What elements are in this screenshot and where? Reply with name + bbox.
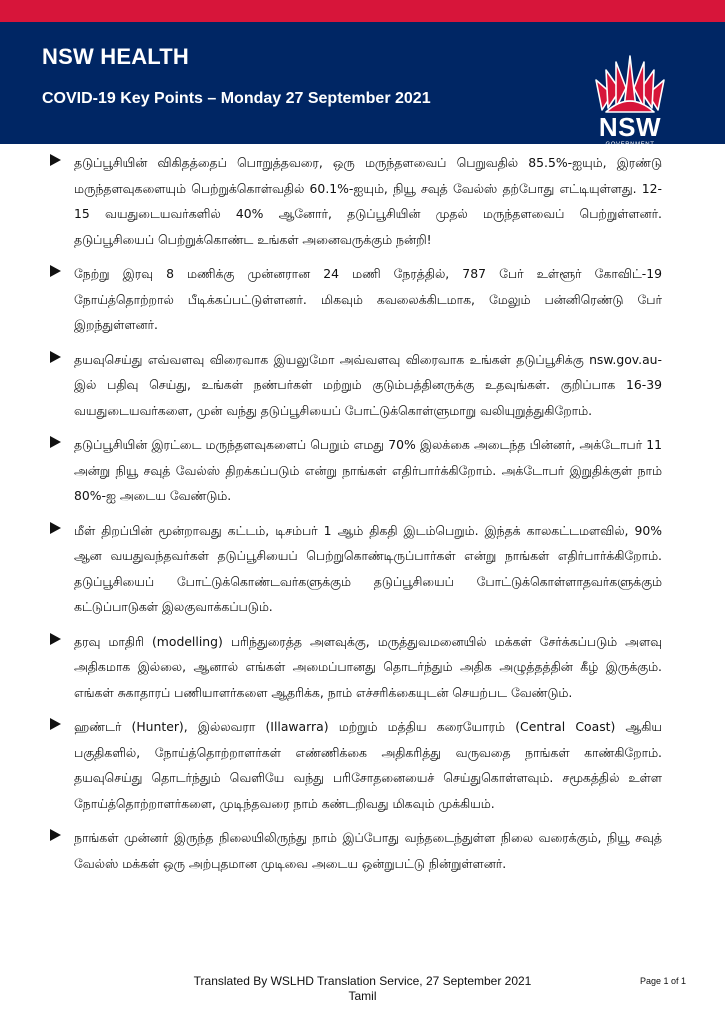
bullet-arrow-icon <box>50 265 61 277</box>
key-point-text: தயவுசெய்து எவ்வளவு விரைவாக இயலுமோ அவ்வளவு விரைவாக உங்கள் தடுப்பூசிக்கு nsw.gov.au-இல் பதிவு செய்து, உங்கள் நண்பர்கள் மற்றும் குடும்பத்தினருக்கு உதவுங்கள். குறிப்பாக 16-39 வயதுடையவர்களை, முன் வந்து தடுப்பூசியைப் போட்டுக்கொள்ளுமாறு வலியுறுத்துகிறோம். <box>74 351 662 418</box>
top-red-stripe <box>0 0 725 22</box>
key-points-list <box>50 150 662 885</box>
key-point <box>50 714 662 816</box>
key-point-text: தடுப்பூசியின் இரட்டை மருந்தளவுகளைப் பெறும் எமது 70% இலக்கை அடைந்த பின்னர், அக்டோபர் 11 அன்று நியூ சவுத் வேல்ஸ் திறக்கப்படும் என்று நாங்கள் எதிர்பார்க்கிறோம். அக்டோபர் இறுதிக்குள் நாம் 80%-ஐ அடைய வேண்டும். <box>74 437 662 503</box>
key-point <box>50 629 662 706</box>
key-point <box>50 347 662 424</box>
bullet-arrow-icon <box>50 436 61 448</box>
key-point-text: நாங்கள் முன்னர் இருந்த நிலையிலிருந்து நாம் இப்போது வந்தடைந்துள்ள நிலை வரைக்கும், நியூ சவுத் வேல்ஸ் மக்கள் ஒரு அற்புதமான முடிவை அடைய ஒன்றுபட்டு நின்றுள்ளனர். <box>74 830 662 871</box>
header-banner <box>0 22 725 148</box>
key-point-text: தடுப்பூசியின் விகிதத்தைப் பொறுத்தவரை, ஒரு மருந்தளவைப் பெறுவதில் 85.5%-ஐயும், இரண்டு மருந்தளவுகளையும் பெற்றுக்கொள்வதில் 60.1%-ஐயும், நியூ சவுத் வேல்ஸ் தற்போது எட்டியுள்ளது. 12-15 வயதுடையவர்களில் 40% ஆனோர், தடுப்பூசியின் முதல் மருந்தளவைப் பெற்றுள்ளனர். தடுப்பூசியைப் பெற்றுக்கொண்ட உங்கள் அனைவருக்கும் நன்றி! <box>74 155 662 247</box>
page-subtitle: COVID-19 Key Points – Monday 27 September 2021 <box>42 90 431 107</box>
key-point <box>50 825 662 876</box>
bullet-arrow-icon <box>50 633 61 645</box>
page-number: Page 1 of 1 <box>640 976 687 986</box>
key-point-text: நேற்று இரவு 8 மணிக்கு முன்னரான 24 மணி நேரத்தில், 787 பேர் உள்ளூர் கோவிட்-19 நோய்த்தொற்றால் பீடிக்கப்பட்டுள்ளனர். மிகவும் கவலைக்கிடமாக, மேலும் பன்னிரெண்டு பேர் இறந்துள்ளனர். <box>74 266 662 332</box>
bullet-arrow-icon <box>50 829 61 841</box>
key-point-text: ஹண்டர் (Hunter), இல்லவரா (Illawarra) மற்றும் மத்திய கரையோரம் (Central Coast) ஆகிய பகுதிகளில், நோய்த்தொற்றாளர்கள் எண்ணிக்கை அதிகரித்து வருவதை நாங்கள் காண்கிறோம். தயவுசெய்து தொடர்ந்தும் வெளியே வந்து பரிசோதனையைச் செய்துகொள்ளவும். சமூகத்தில் உள்ள நோய்த்தொற்றாளர்களை, முடிந்தவரை நாம் கண்டறிவது மிகவும் முக்கியம். <box>74 719 662 811</box>
nsw-government-logo <box>592 50 668 154</box>
key-point <box>50 518 662 620</box>
language-label: Tamil <box>348 989 377 1003</box>
footer-credit <box>0 974 725 1004</box>
bullet-arrow-icon <box>50 522 61 534</box>
logo-text: NSW <box>598 112 662 142</box>
waratah-flower-icon <box>592 50 668 114</box>
bullet-arrow-icon <box>50 718 61 730</box>
bullet-arrow-icon <box>50 351 61 363</box>
key-point <box>50 261 662 338</box>
key-point <box>50 432 662 509</box>
org-title: NSW HEALTH <box>42 44 190 69</box>
key-point-text: மீள் திறப்பின் மூன்றாவது கட்டம், டிசம்பர் 1 ஆம் திகதி இடம்பெறும். இந்தக் காலகட்டமளவில், 90% ஆன வயதுவந்தவர்கள் தடுப்பூசியைப் பெற்றுகொண்டிருப்பார்கள் என்று நாங்கள் எதிர்பார்க்கிறோம். தடுப்பூசியைப் போட்டுக்கொண்டவர்களுக்கும் தடுப்பூசியைப் போட்டுக்கொள்ளாதவர்களுக்கும் கட்டுப்பாடுகள் இலகுவாக்கப்படும். <box>74 522 662 614</box>
bullet-arrow-icon <box>50 154 61 166</box>
key-point-text: தரவு மாதிரி (modelling) பரிந்துரைத்த அளவுக்கு, மருத்துவமனையில் மக்கள் சேர்க்கப்படும் அளவு அதிகமாக இல்லை, ஆனால் எங்கள் அமைப்பானது தொடர்ந்தும் அதிக அழுத்தத்தின் கீழ் இருக்கும். எங்கள் சுகாதாரப் பணியாளர்களை ஆதரிக்க, நாம் எச்சரிக்கையுடன் செயற்பட வேண்டும். <box>74 633 662 700</box>
logo-subtext: GOVERNMENT <box>605 142 655 148</box>
key-point <box>50 150 662 252</box>
translation-credit: Translated By WSLHD Translation Service, 27 September 2021 <box>193 974 532 988</box>
